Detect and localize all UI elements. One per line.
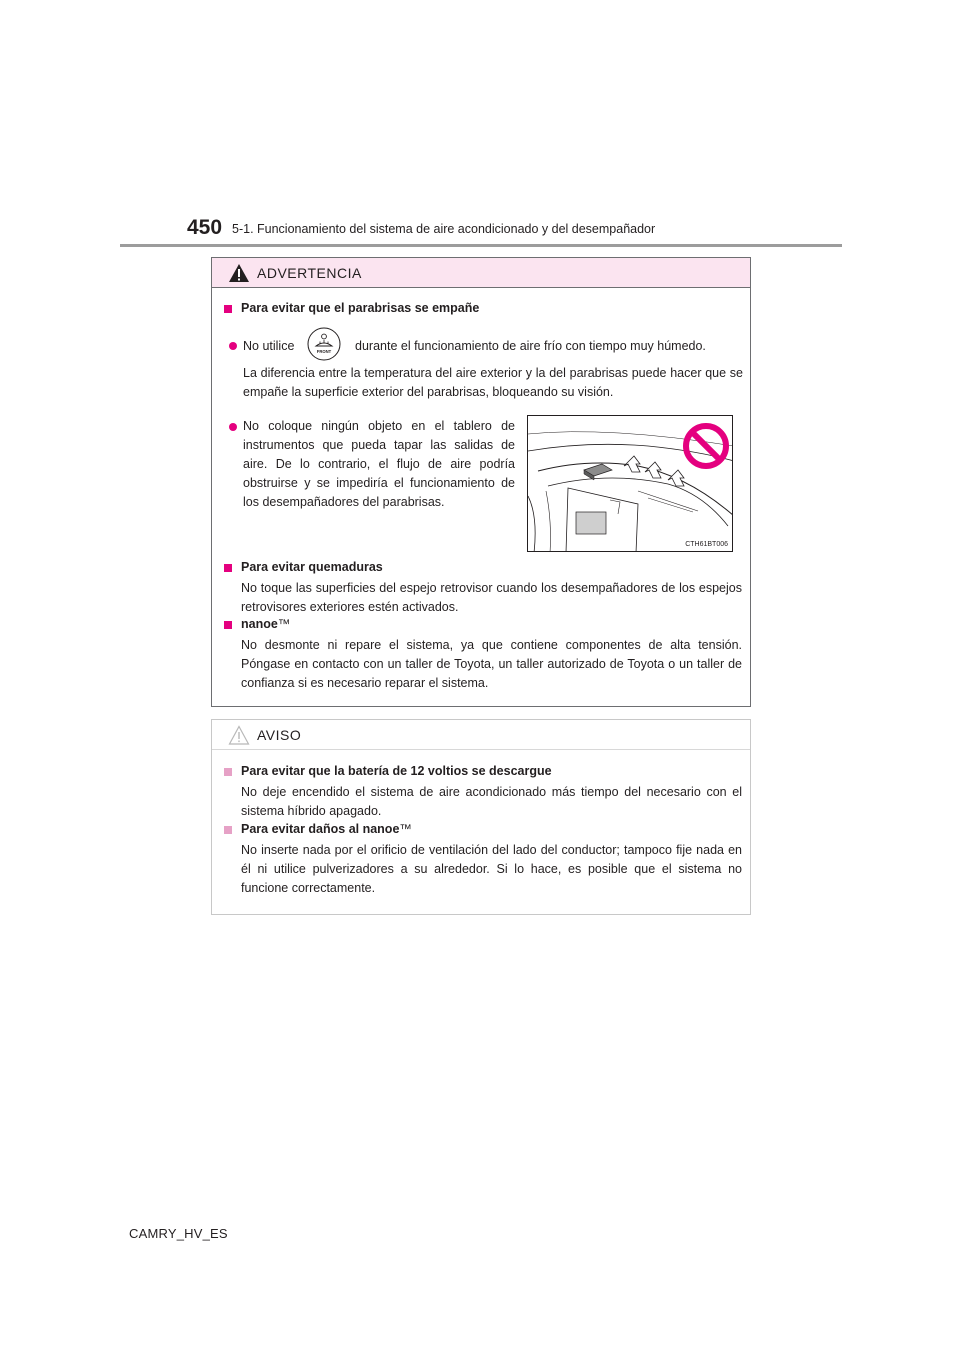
warning-fog-bullet1-post: durante el funcionamiento de aire frío con tiempo muy húmedo. (355, 339, 706, 353)
caution-triangle-icon (228, 725, 250, 745)
section-marker-icon (224, 564, 232, 572)
section-marker-icon (224, 768, 232, 776)
footer-code: CAMRY_HV_ES (129, 1226, 228, 1241)
section-title: 5-1. Funcionamiento del sistema de aire acondicionado y del desempañador (232, 222, 656, 236)
prohibited-icon (686, 426, 726, 466)
trademark-symbol: ™ (399, 822, 412, 836)
warning-box (211, 257, 751, 707)
warning-heading-fog: Para evitar que el parabrisas se empañe (241, 301, 480, 315)
front-defroster-icon (307, 327, 341, 361)
notice-heading-nanoe: Para evitar daños al nanoe™ (241, 822, 412, 836)
notice-nanoe-text: No inserte nada por el orificio de ventilación del lado del conductor; tampoco fije nada en él ni utilice pulverizadores a su alrededor. Si lo hace, es posible que el sistema no funcione correctamente. (241, 843, 742, 895)
warning-burns-text: No toque las superficies del espejo retrovisor cuando los desempañadores de los espejos retrovisores exteriores estén activados. (241, 581, 742, 614)
bullet-icon (229, 423, 237, 431)
notice-box (211, 719, 751, 915)
warning-nanoe-text: No desmonte ni repare el sistema, ya que contiene componentes de alta tensión. Póngase en contacto con un taller de Toyota, un taller autorizado de Toyota o un taller de confianza si es necesario reparar el sistema. (241, 638, 742, 690)
page-number: 450 (187, 216, 223, 239)
notice-box-header (212, 720, 750, 750)
warning-triangle-icon (228, 263, 250, 283)
warning-title: ADVERTENCIA (257, 265, 362, 281)
notice-battery-text: No deje encendido el sistema de aire acondicionado más tiempo del necesario con el sistema híbrido apagado. (241, 785, 742, 818)
section-marker-icon (224, 826, 232, 834)
dashboard-figure (527, 415, 733, 552)
warning-fog-bullet1-pre: No utilice (243, 339, 295, 353)
page-header (0, 0, 960, 250)
warning-heading-nanoe: nanoe™ (241, 617, 291, 631)
front-icon-label: FRONT (316, 349, 332, 354)
notice-heading-battery: Para evitar que la batería de 12 voltios se descargue (241, 764, 552, 778)
trademark-symbol: ™ (277, 617, 291, 631)
warning-fog-bullet2: No coloque ningún objeto en el tablero de instrumentos que pueda tapar las salidas de aire. De lo contrario, el flujo de aire podría obstruirse y se impediría el funcionamiento de los desempañadores del parabrisas. (243, 419, 515, 509)
notice-title: AVISO (257, 727, 302, 743)
section-marker-icon (224, 621, 232, 629)
figure-code: CTH61BT006 (685, 541, 728, 548)
bullet-icon (229, 342, 237, 350)
header-rule (120, 244, 842, 247)
warning-box-header (212, 258, 750, 288)
section-marker-icon (224, 305, 232, 313)
dashboard-illustration (528, 416, 733, 552)
warning-fog-bullet1-cont: La diferencia entre la temperatura del aire exterior y la del parabrisas puede hacer que se empañe la superficie exterior del parabrisas, bloqueando su visión. (243, 366, 743, 399)
warning-heading-burns: Para evitar quemaduras (241, 560, 383, 574)
